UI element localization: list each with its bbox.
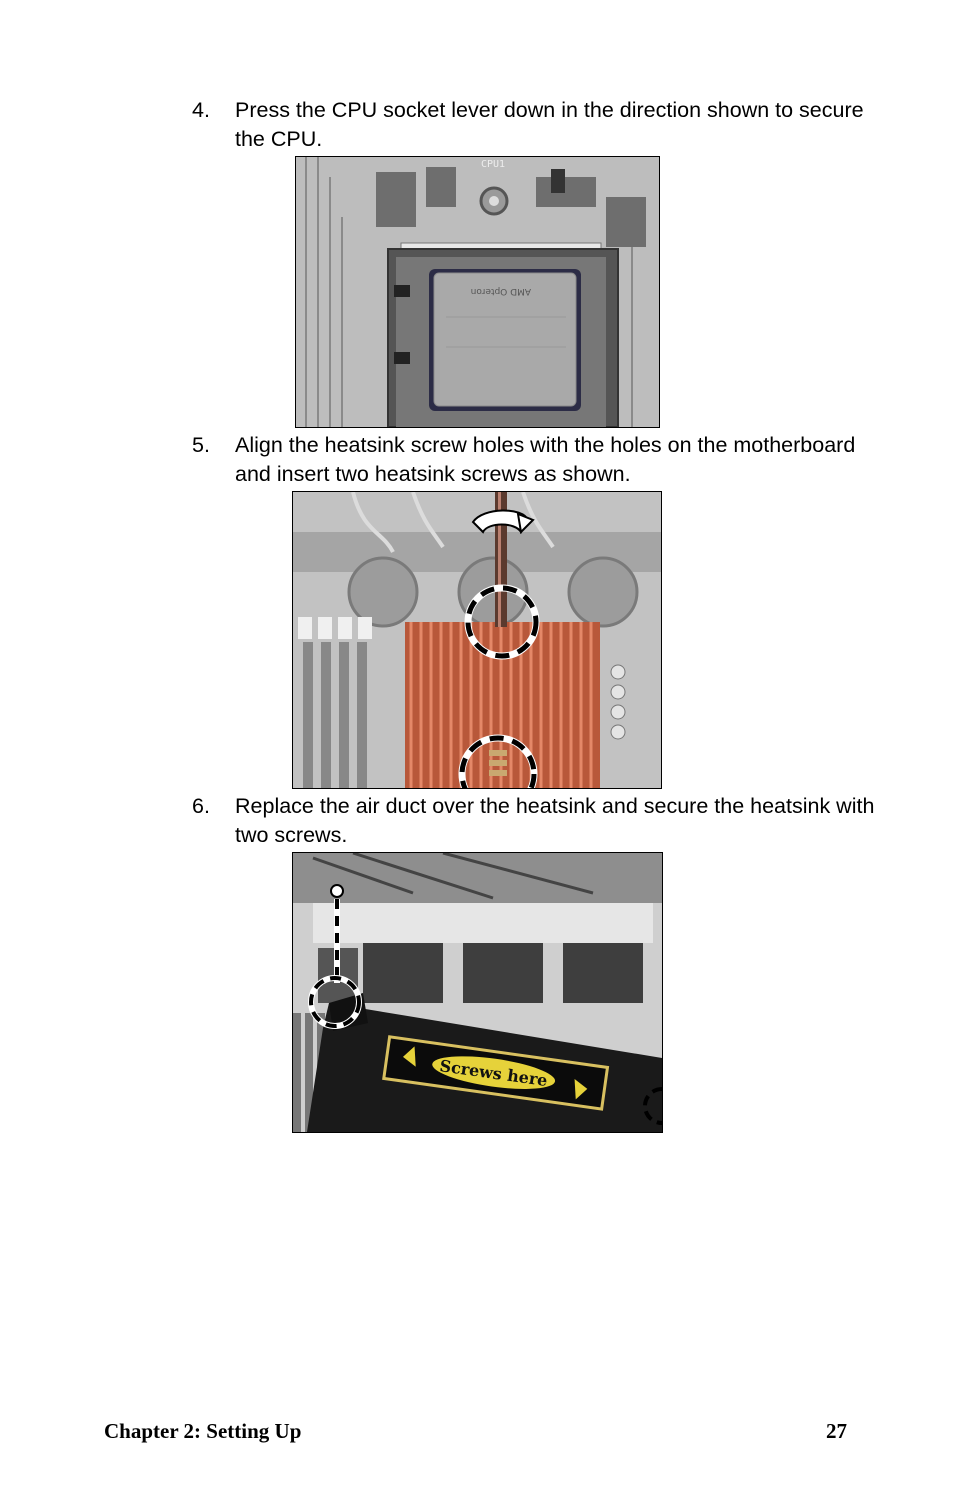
heatsink-screws-photo (292, 491, 662, 789)
air-duct-photo (292, 852, 663, 1133)
footer-page-number: 27 (826, 1419, 847, 1443)
step-text: Replace the air duct over the heatsink and secure the heatsink with two screws. (235, 794, 875, 847)
cpu-socket-photo (295, 156, 660, 428)
sticker-label: Screws here (438, 1056, 549, 1091)
step-number: 6. (192, 794, 210, 818)
footer-chapter: Chapter 2: Setting Up (104, 1419, 302, 1443)
step-number: 4. (192, 98, 210, 122)
board-label: CPU1 (481, 159, 506, 170)
step-text: Align the heatsink screw holes with the holes on the motherboard and insert two heatsink screws as shown. (235, 433, 856, 486)
step-number: 5. (192, 433, 210, 457)
step-text: Press the CPU socket lever down in the direction shown to secure the CPU. (235, 98, 864, 151)
chip-label: AMD Opteron (470, 286, 531, 296)
